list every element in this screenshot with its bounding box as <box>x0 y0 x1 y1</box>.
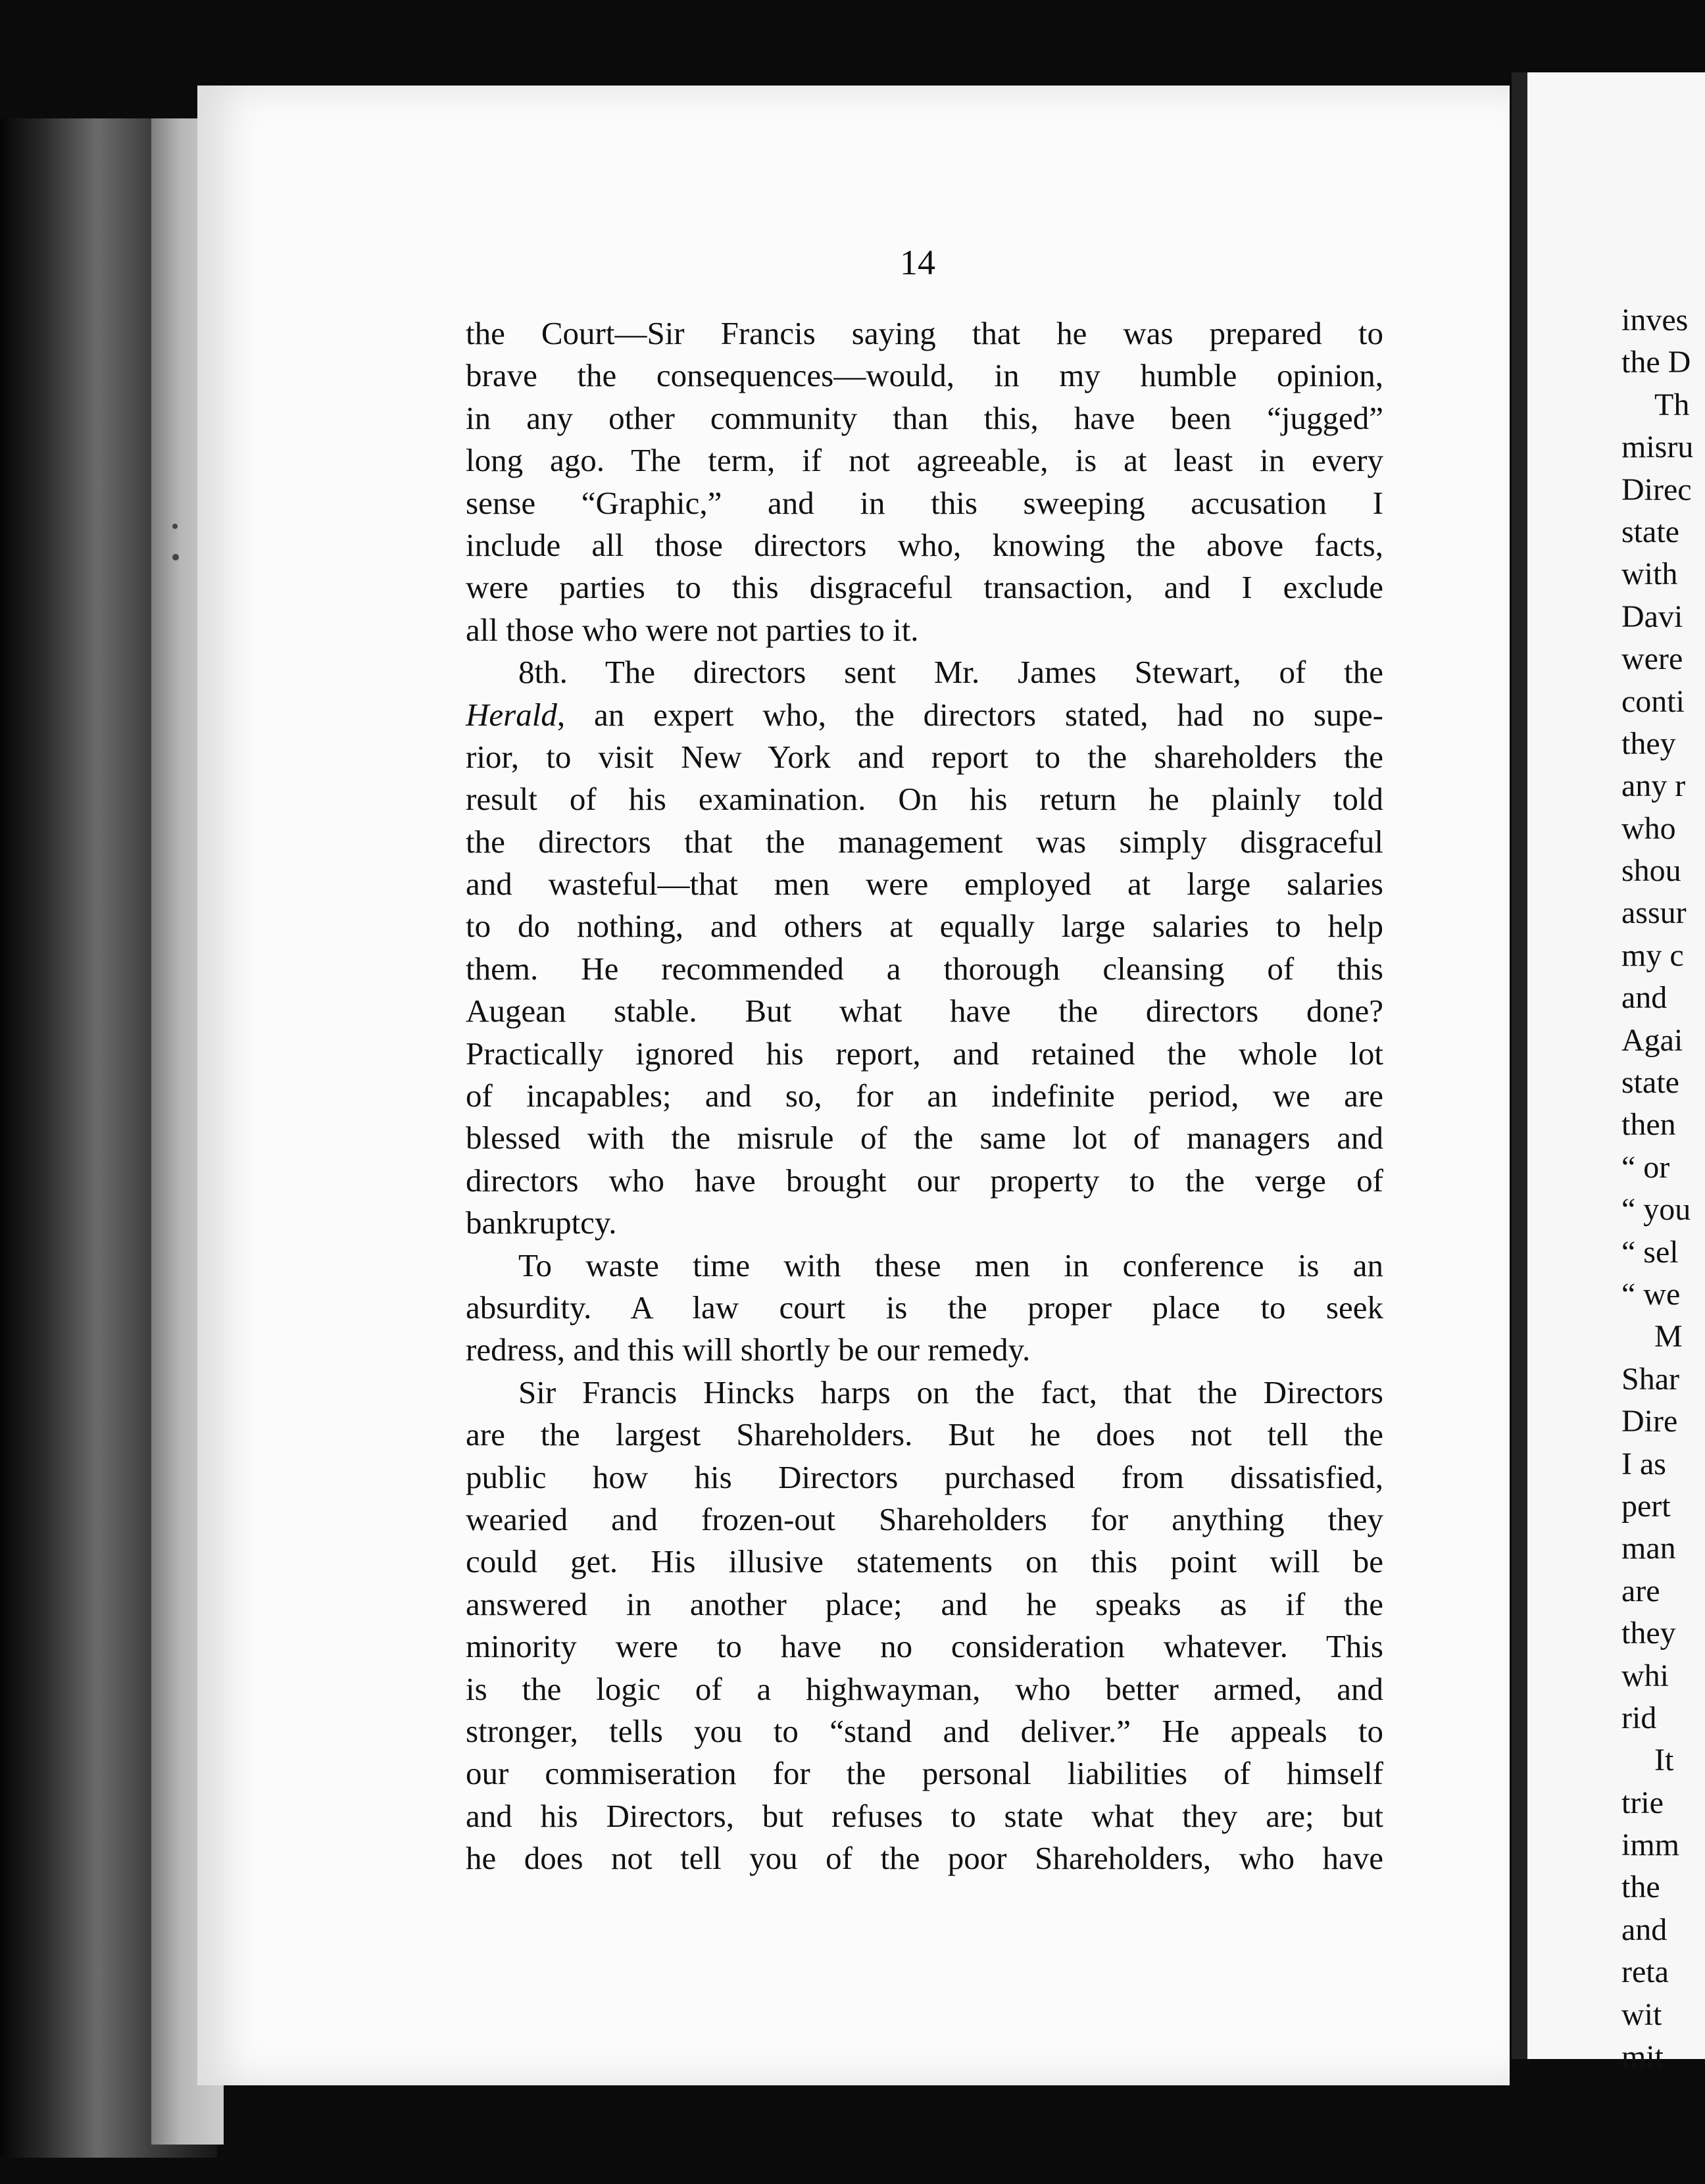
text-line: bankruptcy. <box>466 1204 617 1241</box>
facing-text-line: shou <box>1621 853 1681 889</box>
facing-text-line: “ we <box>1621 1276 1681 1312</box>
facing-text-line: Dire <box>1621 1404 1678 1439</box>
dust-speck <box>172 524 178 529</box>
facing-text-line: and <box>1621 980 1668 1016</box>
text-line: could get. His illusive statements on this point will be <box>466 1543 1383 1580</box>
text-line: stronger, tells you to “stand and deliver.” He appeals to <box>466 1712 1383 1749</box>
facing-text-line: and <box>1621 1912 1668 1947</box>
text-line: were parties to this disgraceful transaction, and I exclude <box>466 569 1383 606</box>
text-line: of incapables; and so, for an indefinite period, we are <box>466 1078 1383 1114</box>
facing-text-line: my c <box>1621 937 1684 973</box>
facing-page-text <box>1621 299 1705 2078</box>
text-line: Herald, an expert who, the directors stated, had no supe- <box>466 696 1383 733</box>
text-line: brave the consequences—would, in my humble opinion, <box>466 357 1383 394</box>
newspaper-title: Herald <box>466 696 557 733</box>
text-line: To waste time with these men in conference is an <box>518 1247 1383 1283</box>
text-line: public how his Directors purchased from dissatisfied, <box>466 1458 1383 1495</box>
text-line: result of his examination. On his return he plainly told <box>466 781 1383 818</box>
facing-text-line: assur <box>1621 895 1687 931</box>
text-line: absurdity. A law court is the proper place to seek <box>466 1289 1383 1326</box>
facing-text-line: mit <box>1621 2039 1664 2075</box>
facing-text-line: any r <box>1621 768 1686 804</box>
facing-text-line: were <box>1621 641 1683 677</box>
facing-text-line: whi <box>1621 1658 1669 1693</box>
facing-text-line: are <box>1621 1573 1660 1608</box>
text-line: and his Directors, but refuses to state what they are; but <box>466 1797 1383 1834</box>
facing-text-line: “ or <box>1621 1149 1670 1185</box>
facing-text-line: wit <box>1621 1997 1662 2032</box>
facing-text-line: man <box>1621 1531 1676 1566</box>
facing-text-line: they <box>1621 726 1676 761</box>
text-line: answered in another place; and he speaks as if the <box>466 1585 1383 1622</box>
text-line: blessed with the misrule of the same lot of managers and <box>466 1120 1383 1156</box>
facing-text-line: reta <box>1621 1954 1669 1990</box>
text-line: directors who have brought our property to the verge of <box>466 1162 1383 1199</box>
dust-speck <box>172 554 179 560</box>
text-line: the Court—Sir Francis saying that he was prepared to <box>466 315 1383 351</box>
page-number: 14 <box>900 243 935 282</box>
text-line: our commiseration for the personal liabilities of himself <box>466 1755 1383 1792</box>
text-line: are the largest Shareholders. But he does not tell the <box>466 1416 1383 1453</box>
facing-text-line: conti <box>1621 683 1685 719</box>
text-line: rior, to visit New York and report to the shareholders the <box>466 738 1383 775</box>
text-line: 8th. The directors sent Mr. James Stewart, of the <box>518 654 1383 691</box>
text-line: include all those directors who, knowing the above facts, <box>466 526 1383 563</box>
facing-text-line: they <box>1621 1616 1676 1651</box>
text-line: in any other community than this, have been “jugged” <box>466 399 1383 436</box>
facing-text-line: Shar <box>1621 1361 1679 1397</box>
text-line: sense “Graphic,” and in this sweeping accusation I <box>466 484 1383 521</box>
text-line: is the logic of a highwayman, who better armed, and <box>466 1670 1383 1707</box>
facing-text-line: rid <box>1621 1700 1657 1735</box>
facing-text-line: I as <box>1621 1446 1666 1481</box>
facing-text-line: pert <box>1621 1488 1671 1524</box>
body-text <box>466 312 1383 1879</box>
facing-text-line: then <box>1621 1107 1676 1143</box>
facing-text-line: trie <box>1621 1785 1664 1820</box>
facing-text-line: the <box>1621 1870 1660 1905</box>
facing-text-line: “ sel <box>1621 1234 1679 1270</box>
facing-text-line: the D <box>1621 345 1691 380</box>
facing-text-line: “ you <box>1621 1192 1691 1228</box>
facing-text-line: Th <box>1654 387 1690 422</box>
text-line: he does not tell you of the poor Shareholders, who have <box>466 1840 1383 1877</box>
facing-text-line: Davi <box>1621 599 1683 634</box>
facing-text-line: It <box>1654 1743 1674 1778</box>
text-line: long ago. The term, if not agreeable, is at least in every <box>466 442 1383 479</box>
text-line: minority were to have no consideration whatever. This <box>466 1628 1383 1665</box>
text-line: the directors that the management was simply disgraceful <box>466 823 1383 860</box>
text-line: redress, and this will shortly be our remedy. <box>466 1331 1031 1368</box>
facing-text-line: Direc <box>1621 472 1692 507</box>
facing-text-line: misru <box>1621 430 1694 465</box>
text-line: Practically ignored his report, and retained the whole lot <box>466 1035 1383 1072</box>
facing-text-line: imm <box>1621 1827 1680 1863</box>
text-line: and wasteful—that men were employed at large salaries <box>466 866 1383 903</box>
facing-text-line: state <box>1621 514 1679 549</box>
facing-text-line: with <box>1621 557 1678 592</box>
facing-text-line: state <box>1621 1065 1679 1101</box>
text-line: all those who were not parties to it. <box>466 611 919 648</box>
text-line: wearied and frozen-out Shareholders for anything they <box>466 1501 1383 1537</box>
book-gutter <box>1512 72 1527 2059</box>
facing-text-line: M <box>1654 1319 1683 1354</box>
facing-text-line: inves <box>1621 303 1689 337</box>
text-line: to do nothing, and others at equally large salaries to help <box>466 908 1383 945</box>
facing-text-line: Agai <box>1621 1022 1683 1058</box>
text-line: Sir Francis Hincks harps on the fact, that the Directors <box>518 1374 1383 1410</box>
facing-text-line: who <box>1621 810 1676 846</box>
text-line: them. He recommended a thorough cleansing of this <box>466 950 1383 987</box>
text-line: Augean stable. But what have the directors done? <box>466 993 1383 1030</box>
